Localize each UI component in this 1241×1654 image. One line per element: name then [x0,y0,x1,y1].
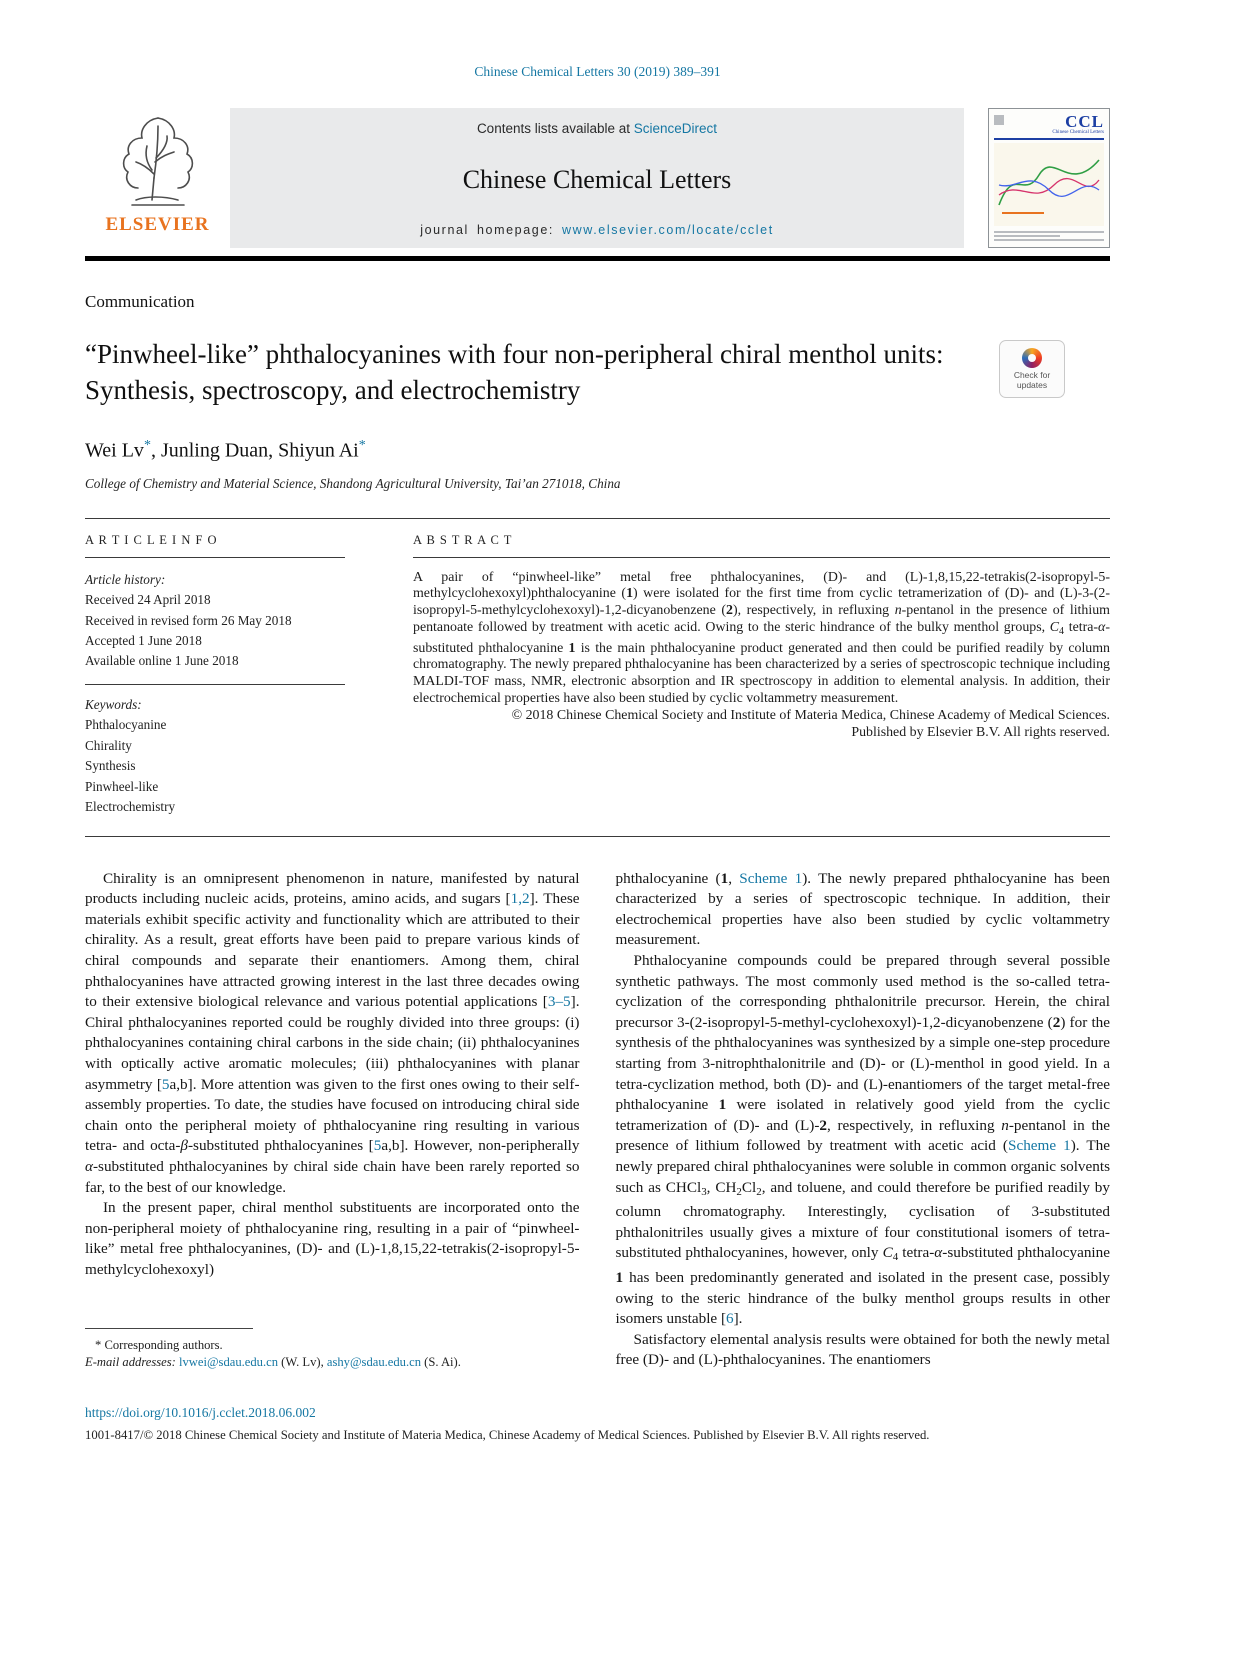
text-segment: 1 [615,1269,624,1287]
text-segment: Chirality is an omnipresent phenomenon in nature, manifested by natural products including nucleic acids, proteins, amino acids, and sugars [ [85,869,580,908]
inline-link[interactable]: 5 [373,1137,382,1155]
text-segment: has been predominantly generated and isolated in the present case, possibly owing to the steric hindrance of the bulky menthol groups results in other isomers unstable [ [615,1269,1110,1328]
text-segment: ) for the synthesis of the phthalocyanines was synthesized by a simple one-step procedure starting from 3-nitrophthalonitrile and (D)- or (L)-menthol in good yield. In a tetra-cyclization method, both (D)- and (L)-enantiomers of the target metal-free phthalocyanine [615,1013,1110,1114]
text-segment: α [85,1157,93,1175]
text-segment: journal homepage: [420,223,563,237]
article-info-section [85,533,345,818]
abstract-section [413,533,1110,818]
text-segment: (W. Lv), [278,1355,327,1370]
text-segment: A pair of “pinwheel-like” metal free phthalocyanines, (D)- and (L)-1,8,15,22-tetrakis(2-isopropyl-5-methylcyclohexoxyl)phthalocyanine ( [413,569,1110,602]
inline-link[interactable]: lvwei@sdau.edu.cn [178,1355,279,1370]
keywords-label: Keywords: [85,696,142,712]
article-type-label: Communication [85,292,195,311]
elsevier-wordmark: ELSEVIER [105,214,210,235]
abstract-copyright: © 2018 Chinese Chemical Society and Institute of Materia Medica, Chinese Academy of Medical Sciences. [511,707,1110,723]
header-divider [85,256,1110,261]
cover-art-icon [994,143,1104,226]
text-segment: -substituted phthalocyanine [942,1244,1110,1262]
text-segment: ). The newly prepared phthalocyanine has been characterized by a series of spectroscopic technique. In addition, their electrochemical properties have also been studied by cyclic voltammetry measurement. [615,869,1111,949]
text-segment: 2 [725,603,733,619]
text-segment: , CH [706,1178,737,1196]
text-segment: 3 [701,1185,707,1198]
divider [85,518,1110,519]
keyword: Electrochemistry [85,799,176,815]
body-column-left [85,869,580,1371]
inline-link[interactable]: Scheme 1 [739,869,803,887]
badge-label-line1: Check for [1013,370,1051,380]
history-line: Received in revised form 26 May 2018 [85,612,292,628]
keyword: Chirality [85,737,132,753]
text-segment: 1 [568,640,576,656]
text-segment: tetra- [898,1244,935,1262]
text-segment: * [358,438,366,453]
divider [85,836,1110,837]
body-paragraph [85,869,580,1199]
history-line: Accepted 1 June 2018 [85,633,202,649]
text-segment: is the main phthalocyanine product generated and then could be purified readily by column chromatography. The newly prepared phthalocyanine has been characterized by a series of spectroscopic technique including MALDI-TOF mass, NMR, electronic absorption and IR spectroscopy in addition to elemental analysis. In addition, their electrochemical properties have also been studied by cyclic voltammetry measurement. [413,640,1110,707]
info-abstract-section [85,533,1110,818]
text-segment: -pentanol in the presence of lithium pentanoate followed by treatment with acetic acid. Owing to the steric hindrance of the bulky menthol groups, [413,603,1110,636]
text-segment: 2 [819,1116,827,1134]
abstract-rights: Published by Elsevier B.V. All rights reserved. [851,724,1110,740]
text-segment: , respectively, in refluxing [827,1116,1002,1134]
affiliation: College of Chemistry and Material Science, Shandong Agricultural University, Tai’an 271018, China [85,475,621,491]
text-segment: ) were isolated for the first time from cyclic tetramerization of (D)- and (L)-3-(2-isopropyl-5-methylcyclohexoxyl)-1,2-dicyanobenzene ( [413,586,1110,619]
inline-link[interactable]: ashy@sdau.edu.cn [326,1355,422,1370]
inline-link[interactable]: 5 [161,1075,170,1093]
body-paragraph [85,1198,580,1280]
divider [85,557,345,558]
journal-title: Chinese Chemical Letters [462,164,732,194]
journal-cover-thumbnail[interactable] [988,108,1110,248]
text-segment: 1 [626,586,634,602]
text-segment: n [1001,1116,1009,1134]
text-segment: Wei Lv [85,439,144,462]
abstract-heading: A B S T R A C T [413,532,513,547]
email-addresses-line [85,1354,580,1371]
text-segment: ). The newly prepared chiral phthalocyanines were soluble in common organic solvents such as CHCl [615,1137,1110,1196]
text-segment: E-mail addresses: [85,1355,179,1370]
journal-banner [230,108,964,248]
text-segment: Cl [741,1178,757,1196]
footnote-block [85,1306,580,1371]
elsevier-tree-icon [112,112,204,210]
article-info-heading: A R T I C L E I N F O [85,532,218,547]
inline-link[interactable]: 3–5 [547,993,571,1011]
inline-link[interactable]: 6 [726,1310,734,1328]
text-segment: a,b]. However, non-peripherally [381,1137,580,1155]
text-segment: β [180,1137,188,1155]
inline-link[interactable]: ScienceDirect [633,121,718,136]
text-segment: C [882,1244,893,1262]
text-segment: , [728,869,740,887]
body-paragraph [616,869,1111,951]
text-segment: -pentanol in the presence of lithium followed by treatment with acetic acid ( [615,1116,1110,1155]
check-for-updates-badge[interactable] [999,340,1065,398]
text-segment: 1 [718,1096,727,1114]
cover-logo-icon [994,115,1004,125]
text-segment: -substituted phthalocyanines [ [188,1137,374,1155]
cover-text-lines [994,226,1104,243]
body-paragraph [616,951,1111,1330]
text-segment: Contents lists available at [476,121,634,136]
keyword: Phthalocyanine [85,717,167,733]
badge-label [1014,371,1050,390]
text-segment: ]. Chiral phthalocyanines reported could be roughly divided into three groups: (i) phthalocyanines containing chiral carbons in the side chain; (ii) phthalocyanines with optically active aromatic molecules; (iii) phthalocyanines with planar asymmetry [ [85,993,580,1093]
text-segment: 2 [736,1185,742,1198]
text-segment: -substituted phthalocyanines by chiral side chain have been rarely reported so far, to the best of our knowledge. [85,1157,580,1196]
keyword: Synthesis [85,758,136,774]
cover-subtitle: Chinese Chemical Letters [1052,130,1104,135]
text-segment: α [934,1244,943,1262]
title-row [85,336,1110,408]
text-segment: In the present paper, chiral menthol substituents are incorporated onto the non-peripheral moiety of phthalocyanine ring, resulting in a pair of “pinwheel-like” metal free phthalocyanines, (D)- and (L)-1,8,15,22-tetrakis(2-isopropyl-5-methylcyclohexoxyl) [85,1199,580,1278]
text-segment: Phthalocyanine compounds could be prepared through several possible synthetic pathways. The most commonly used method is the so-called tetra-cyclization of the corresponding phthalonitrile precursor. Herein, the chiral precursor 3-(2-isopropyl-5-methyl-cyclohexoxyl)-1,2-dicyanobenzene ( [615,952,1110,1031]
text-segment: , and toluene, and could therefore be purified readily by column chromatography. Interestingly, cyclisation of 3-substituted phthalonitriles usually gives a mixture of four constitutional isomers of tetra-substituted phthalocyanines, however, only [615,1178,1110,1262]
inline-link[interactable]: www.elsevier.com/locate/cclet [562,223,774,237]
cover-title: CCL [1065,112,1104,131]
crossmark-icon [1022,348,1042,368]
text-segment: tetra- [1064,620,1099,636]
contents-line [240,121,954,136]
body-column-right [616,869,1111,1371]
inline-link[interactable]: Scheme 1 [1008,1137,1071,1155]
authors-line [85,438,1110,463]
text-segment: * [143,438,151,453]
text-segment: ), respectively, in refluxing [732,603,895,619]
text-segment: , Junling Duan, Shiyun Ai [150,439,359,462]
journal-homepage-line [240,223,954,237]
history-line: Received 24 April 2018 [85,592,211,608]
badge-label-line2: updates [1016,379,1048,390]
text-segment: 4 [1059,625,1065,637]
keyword: Pinwheel-like [85,778,159,794]
doi-link[interactable]: https://doi.org/10.1016/j.cclet.2018.06.002 [85,1405,316,1421]
cover-header [994,113,1104,140]
text-segment: were isolated in relatively good yield from the cyclic tetramerization of (D)- and (L)- [615,1096,1110,1134]
text-segment: 1 [720,869,729,887]
article-history-label: Article history: [85,571,166,587]
text-segment: ]. [733,1310,743,1328]
text-segment: n [894,603,902,619]
text-segment: α [1098,620,1106,636]
inline-link[interactable]: 1,2 [510,890,530,908]
abstract-text [413,570,1110,708]
text-segment: (S. Ai). [421,1355,461,1370]
text-segment: 2 [1052,1013,1061,1031]
elsevier-logo [85,108,230,248]
divider [413,557,1110,558]
journal-citation[interactable]: Chinese Chemical Letters 30 (2019) 389–391 [474,64,721,79]
text-segment: Satisfactory elemental analysis results were obtained for both the newly metal free (D)- and (L)-phthalocyanines. The enantiomers [615,1330,1110,1369]
text-segment: a,b]. More attention was given to the first ones owing to their self-assembly properties. To date, the studies have focused on introducing chiral side chain onto the peripheral moiety of phthalocyanine ring resulting in various tetra- and octa- [85,1075,580,1155]
text-segment: 2 [756,1185,762,1198]
footnote-rule [85,1328,253,1329]
text-segment: C [1049,620,1060,636]
history-line: Available online 1 June 2018 [85,653,239,669]
page-title: “Pinwheel-like” phthalocyanines with four non-peripheral chiral menthol units: Synthesis, spectroscopy, and electrochemistry [85,339,944,405]
copyright-line: 1001-8417/© 2018 Chinese Chemical Society and Institute of Materia Medica, Chinese Academy of Medical Sciences. Published by Elsevier B.V. All rights reserved. [85,1428,930,1443]
body-columns [85,869,1110,1371]
text-segment: phthalocyanine ( [615,869,721,887]
journal-header [85,108,1110,248]
text-segment: -substituted phthalocyanine [413,620,1110,656]
corresponding-authors-note: * Corresponding authors. [95,1338,223,1353]
body-paragraph [616,1330,1111,1371]
text-segment: ]. These materials exhibit specific activity and functionality which are attributed to their chirality. As a result, great efforts have been paid to prepare various kinds of chiral compounds and separate their enantiomers. Among them, chiral phthalocyanines have attracted growing interest in the last three decades owing to their extensive biological relevance and various potential applications [ [85,890,580,1011]
text-segment: 4 [892,1251,899,1264]
divider [85,684,345,685]
